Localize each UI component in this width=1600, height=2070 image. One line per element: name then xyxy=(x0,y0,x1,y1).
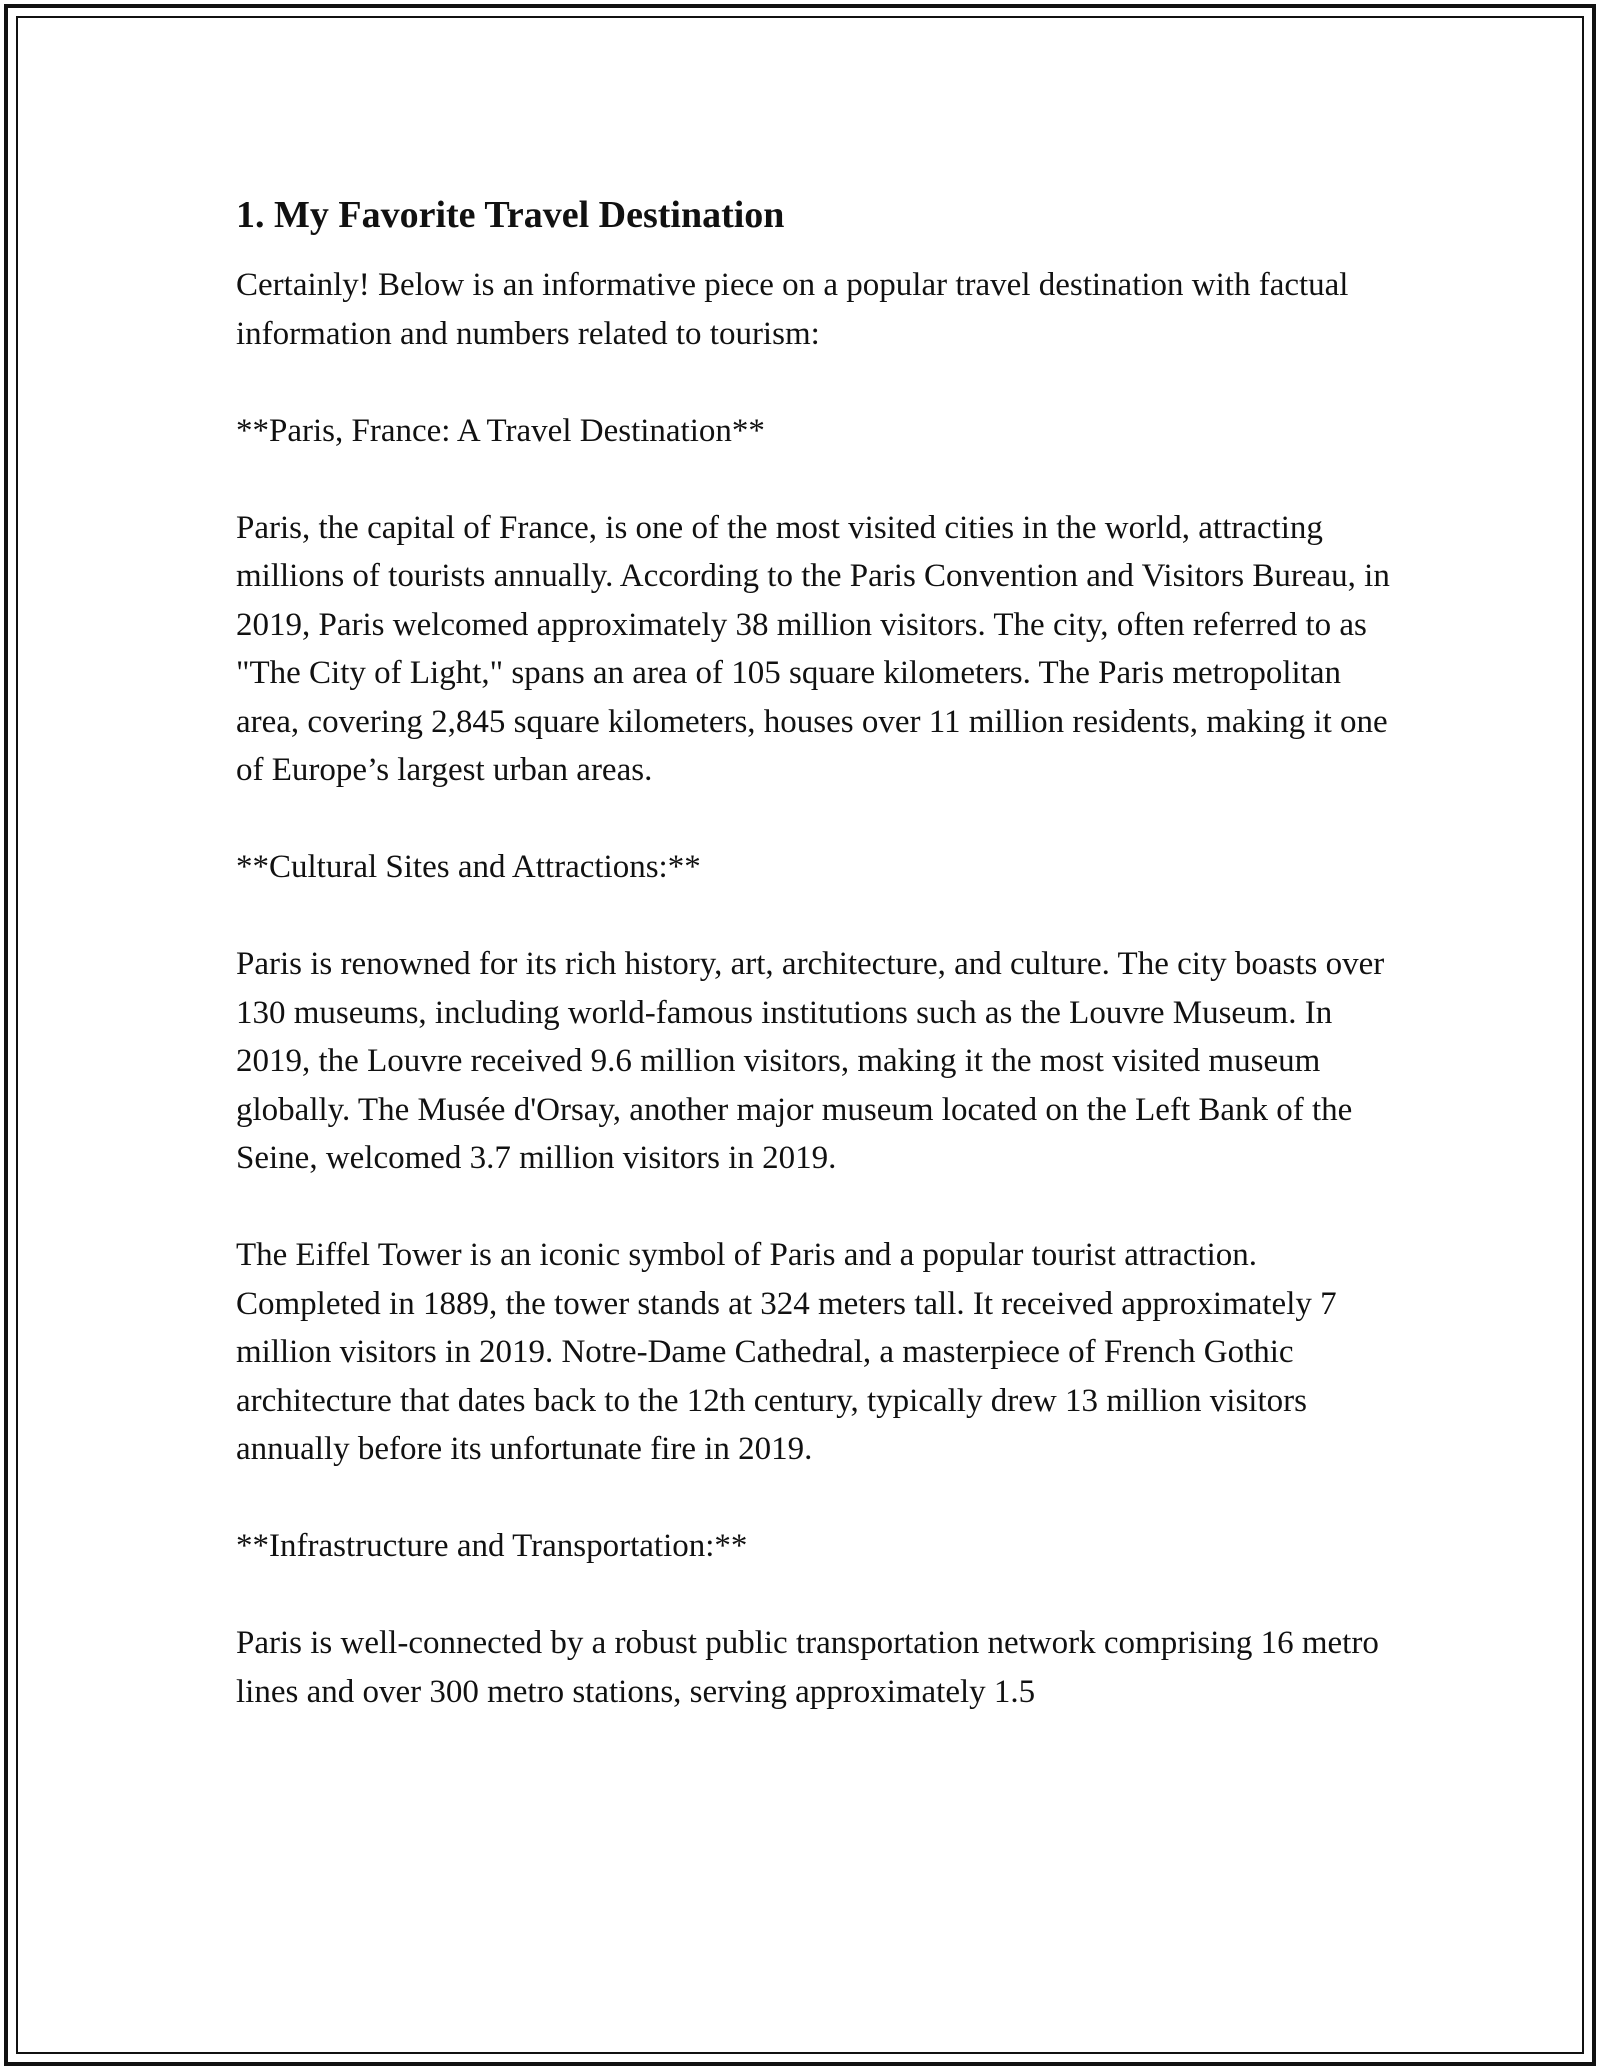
landmarks-paragraph: The Eiffel Tower is an iconic symbol of Paris and a popular tourist attraction. Completed in 1889, the tower stands at 324 meters tall. It received approximately 7 million visitors in 2019. Notre-Dame Cathedral, a masterpiece of French Gothic architecture that dates back to the 12th century, typically drew 13 million visitors annually before its unfortunate fire in 2019. xyxy=(236,1237,1337,1467)
document-heading: 1. My Favorite Travel Destination xyxy=(236,194,785,236)
paris-overview-paragraph: Paris, the capital of France, is one of the most visited cities in the world, attracting millions of tourists annually. According to the Paris Convention and Visitors Bureau, in 2019, Paris welcomed approximately 38 million visitors. The city, often referred to as "The City of Light," spans an area of 105 square kilometers. The Paris metropolitan area, covering 2,845 square kilometers, houses over 11 million residents, making it one of Europe’s largest urban areas. xyxy=(236,509,1390,788)
intro-paragraph: Certainly! Below is an informative piece on a popular travel destination with factual information and numbers related to tourism: xyxy=(236,267,1349,352)
section-title-infrastructure: **Infrastructure and Transportation:** xyxy=(236,1528,748,1564)
section-title-cultural-sites: **Cultural Sites and Attractions:** xyxy=(236,849,701,885)
document-page xyxy=(236,180,1396,1765)
section-title-paris: **Paris, France: A Travel Destination** xyxy=(236,412,765,449)
museums-paragraph: Paris is renowned for its rich history, art, architecture, and culture. The city boasts over 130 museums, including world-famous institutions such as the Louvre Museum. In 2019, the Louvre received 9.6 million visitors, making it the most visited museum globally. The Musée d'Orsay, another major museum located on the Left Bank of the Seine, welcomed 3.7 million visitors in 2019. xyxy=(236,946,1385,1176)
transportation-paragraph: Paris is well-connected by a robust public transportation network comprising 16 metro lines and over 300 metro stations, serving approximately 1.5 xyxy=(236,1625,1379,1710)
